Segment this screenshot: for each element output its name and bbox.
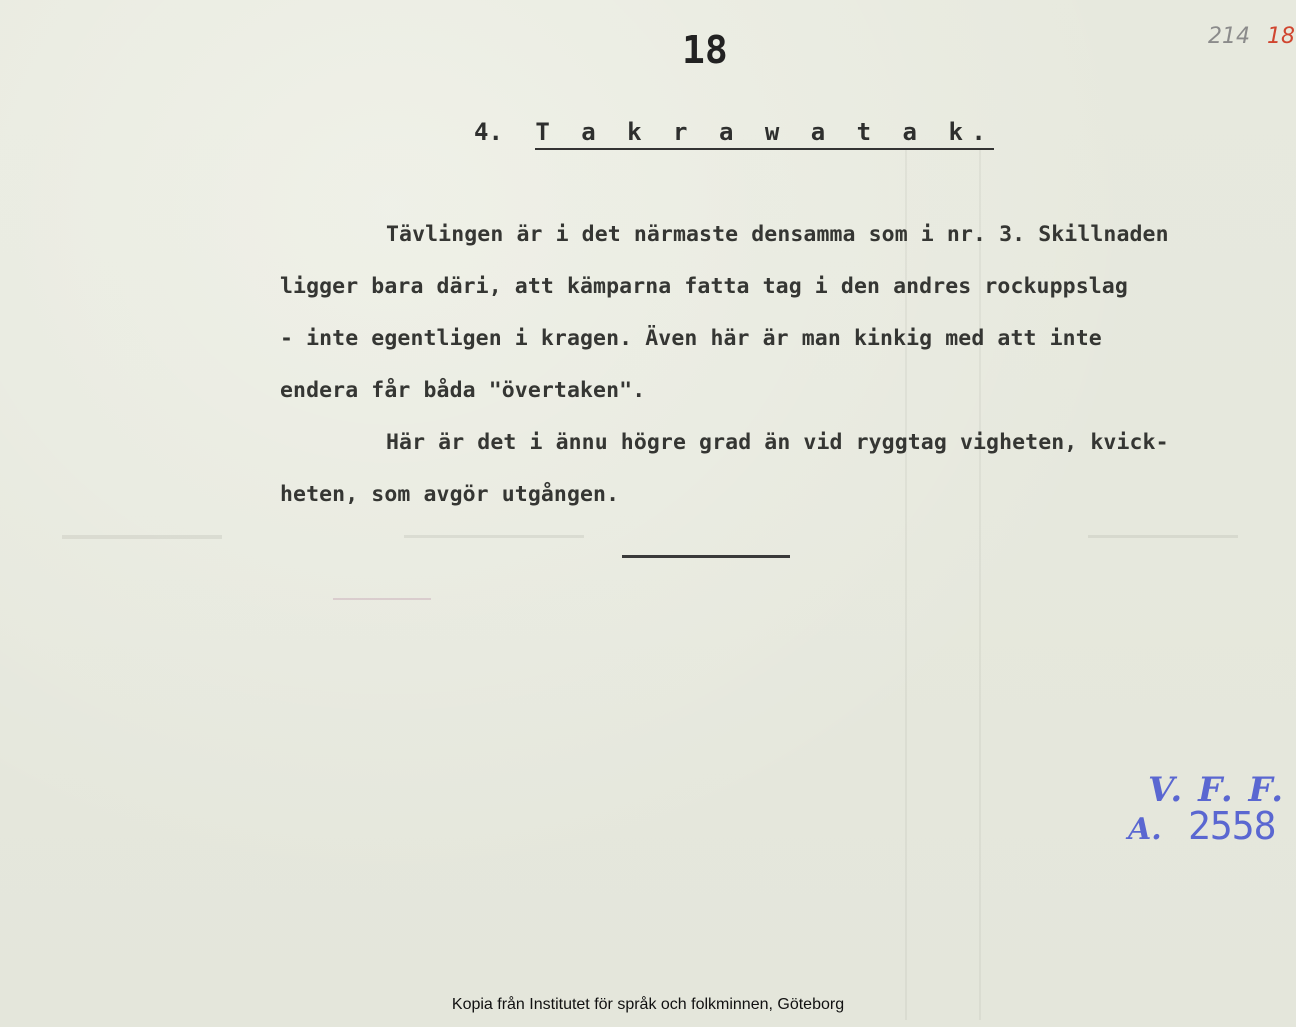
- bleed-through-mark: [404, 535, 584, 538]
- section-title: T a k r a w a t a k.: [535, 118, 994, 150]
- archive-stamp: [1126, 770, 1296, 860]
- body-line: endera får båda "övertaken".: [280, 378, 646, 403]
- section-heading: [474, 118, 994, 146]
- stamp-line-1: V. F. F.: [1148, 770, 1286, 810]
- closing-rule: [622, 555, 790, 558]
- page-number: 18: [682, 28, 728, 72]
- bleed-through-mark: [62, 535, 222, 539]
- body-line: Tävlingen är i det närmaste densamma som i nr. 3. Skillnaden: [386, 222, 1169, 247]
- body-line: ligger bara däri, att kämparna fatta tag i den andres rockuppslag: [280, 274, 1128, 299]
- body-line: Här är det i ännu högre grad än vid ryggtag vigheten, kvick-: [386, 430, 1169, 455]
- bleed-through-mark: [1088, 535, 1238, 538]
- bleed-through-mark: [333, 598, 431, 600]
- stamp-prefix: A.: [1128, 812, 1162, 847]
- footer-credit: Kopia från Institutet för språk och folkminnen, Göteborg: [451, 996, 845, 1013]
- stamp-number: 2558: [1188, 804, 1276, 848]
- archive-number-red: 18: [1267, 24, 1295, 49]
- section-number: 4.: [474, 118, 503, 146]
- body-line: heten, som avgör utgången.: [280, 482, 620, 507]
- archive-number: [1208, 24, 1295, 49]
- archive-number-pencil: 214: [1208, 24, 1250, 49]
- body-line: - inte egentligen i kragen. Även här är man kinkig med att inte: [280, 326, 1102, 351]
